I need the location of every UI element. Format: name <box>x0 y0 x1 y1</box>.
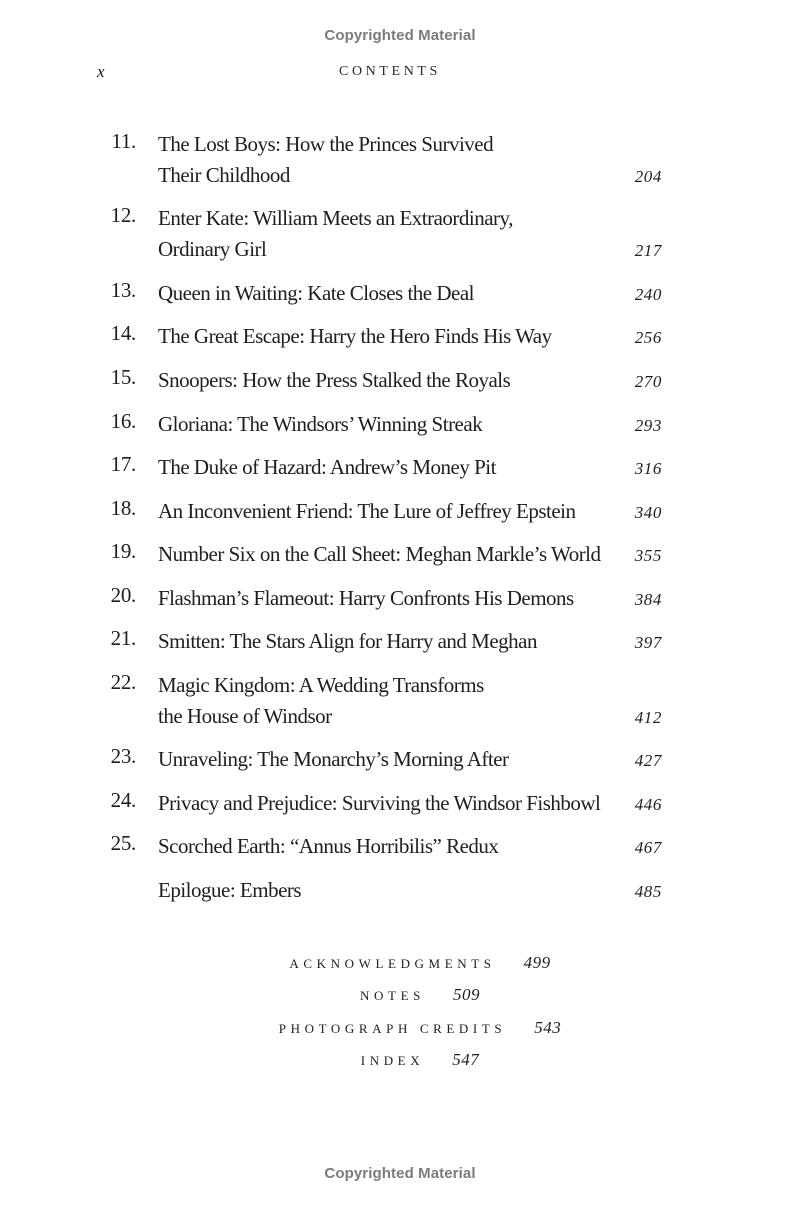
back-matter-index <box>0 1050 800 1070</box>
chapter-number: 13. <box>110 278 136 302</box>
chapter-title <box>158 875 301 906</box>
chapter-title <box>158 365 510 396</box>
chapter-title <box>158 452 496 483</box>
chapter-number: 22. <box>110 670 136 694</box>
chapter-number: 23. <box>110 744 136 768</box>
chapter-page: 427 <box>634 751 662 770</box>
chapter-title-line: An Inconvenient Friend: The Lure of Jeffrey Epstein <box>158 499 576 523</box>
chapter-title-line: Enter Kate: William Meets an Extraordinary, <box>158 206 513 230</box>
copyright-watermark-bottom: Copyrighted Material <box>324 1165 476 1182</box>
chapter-number: 15. <box>110 365 136 389</box>
chapter-title-line: The Lost Boys: How the Princes Survived <box>158 132 494 156</box>
chapter-number: 25. <box>110 831 136 855</box>
back-matter-label: ACKNOWLEDGMENTS <box>289 956 496 971</box>
chapter-number: 12. <box>110 203 136 227</box>
chapter-number: 19. <box>110 539 136 563</box>
chapter-number: 18. <box>110 496 136 520</box>
chapter-number: 24. <box>110 788 136 812</box>
chapter-page: 217 <box>634 241 662 260</box>
chapter-number: 17. <box>110 452 136 476</box>
chapter-title-line: Smitten: The Stars Align for Harry and Meghan <box>158 629 537 653</box>
chapter-number: 21. <box>110 626 136 650</box>
chapter-title <box>158 744 509 775</box>
back-matter-label: INDEX <box>360 1053 425 1068</box>
chapter-page: 467 <box>634 838 662 857</box>
back-matter-photograph-credits <box>0 1018 800 1038</box>
back-matter-acknowledgments <box>0 953 800 973</box>
chapter-page: 485 <box>634 882 662 901</box>
chapter-title-line: Flashman’s Flameout: Harry Confronts His Demons <box>158 586 574 610</box>
chapter-title-line: Gloriana: The Windsors’ Winning Streak <box>158 412 483 436</box>
chapter-title-line: Magic Kingdom: A Wedding Transforms <box>158 673 484 697</box>
chapter-page: 384 <box>634 590 662 609</box>
chapter-page: 412 <box>634 708 662 727</box>
back-matter-page: 509 <box>452 985 480 1004</box>
running-head: CONTENTS <box>339 64 441 79</box>
chapter-page: 446 <box>634 795 662 814</box>
chapter-title-line: the House of Windsor <box>158 704 332 728</box>
chapter-page: 355 <box>634 546 662 565</box>
back-matter-page: 547 <box>452 1050 480 1069</box>
chapter-number: 20. <box>110 583 136 607</box>
chapter-title <box>158 129 493 191</box>
chapter-page: 316 <box>634 459 662 478</box>
page-folio: x <box>97 62 105 81</box>
chapter-page: 397 <box>634 633 662 652</box>
chapter-title-line: Epilogue: Embers <box>158 878 302 902</box>
chapter-title-line: The Duke of Hazard: Andrew’s Money Pit <box>158 455 496 479</box>
chapter-title-line: Scorched Earth: “Annus Horribilis” Redux <box>158 834 499 858</box>
chapter-title-line: Snoopers: How the Press Stalked the Royals <box>158 368 511 392</box>
chapter-title-line: Their Childhood <box>158 163 290 187</box>
chapter-number: 16. <box>110 409 136 433</box>
back-matter-notes <box>0 985 800 1005</box>
chapter-title-line: Queen in Waiting: Kate Closes the Deal <box>158 281 475 305</box>
chapter-page: 270 <box>634 372 662 391</box>
copyright-watermark-top: Copyrighted Material <box>324 27 476 44</box>
chapter-number: 14. <box>110 321 136 345</box>
chapter-title <box>158 321 552 352</box>
chapter-number: 11. <box>111 129 136 153</box>
chapter-title-line: Privacy and Prejudice: Surviving the Windsor Fishbowl <box>158 791 601 815</box>
chapter-page: 240 <box>634 285 662 304</box>
chapter-title-line: Number Six on the Call Sheet: Meghan Markle’s World <box>158 542 601 566</box>
chapter-page: 256 <box>634 328 662 347</box>
chapter-title <box>158 496 576 527</box>
chapter-title <box>158 583 574 614</box>
chapter-title <box>158 539 601 570</box>
back-matter-page: 499 <box>523 953 551 972</box>
chapter-page: 293 <box>634 416 662 435</box>
chapter-title-line: The Great Escape: Harry the Hero Finds His Way <box>158 324 552 348</box>
chapter-page: 340 <box>634 503 662 522</box>
chapter-title <box>158 278 474 309</box>
chapter-title <box>158 626 537 657</box>
back-matter-label: NOTES <box>360 988 425 1003</box>
chapter-title <box>158 831 498 862</box>
chapter-title-line: Unraveling: The Monarchy’s Morning After <box>158 747 509 771</box>
chapter-title-line: Ordinary Girl <box>158 237 267 261</box>
chapter-title <box>158 409 482 440</box>
back-matter-label: PHOTOGRAPH CREDITS <box>278 1021 507 1036</box>
back-matter-page: 543 <box>534 1018 562 1037</box>
chapter-title <box>158 788 600 819</box>
chapter-title <box>158 203 513 265</box>
chapter-page: 204 <box>634 167 662 186</box>
chapter-title <box>158 670 484 732</box>
